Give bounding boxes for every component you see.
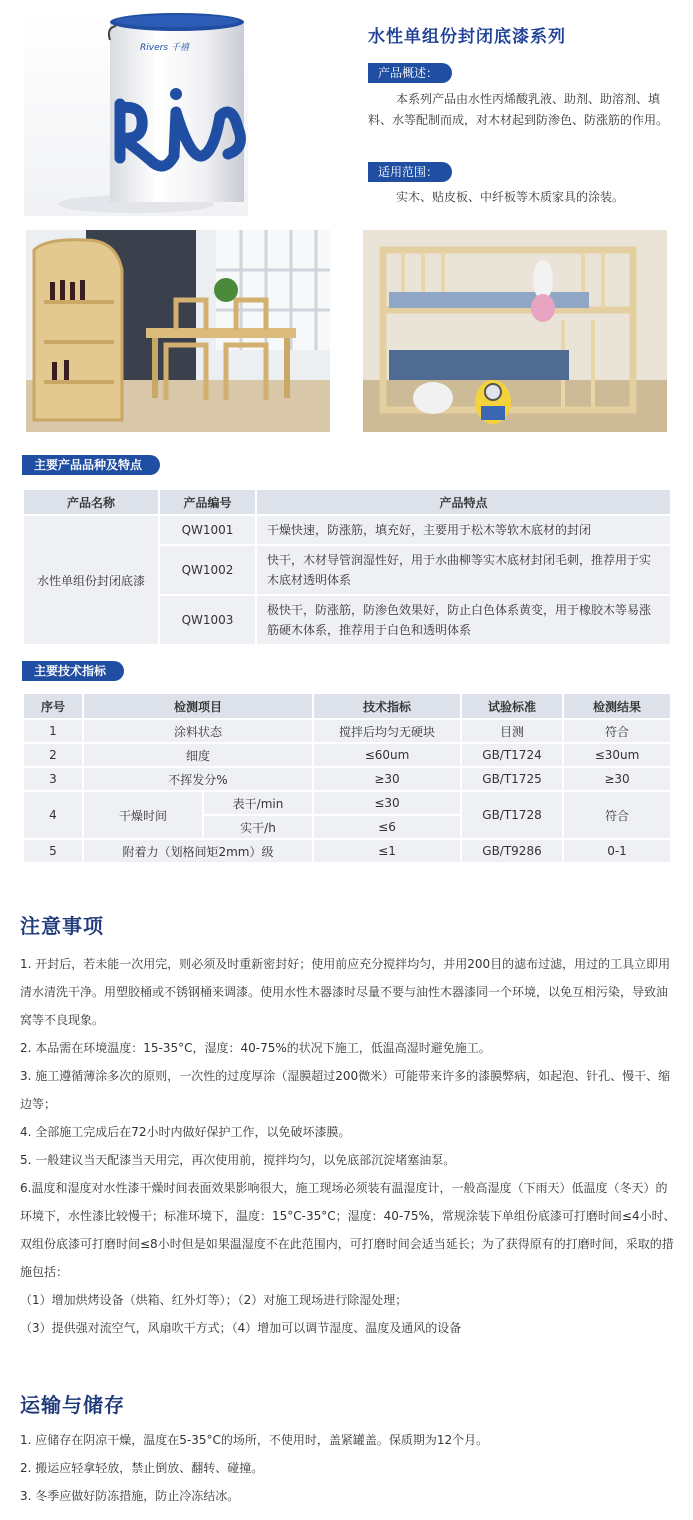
specs-section-label: 主要技术指标 <box>22 661 124 681</box>
list-item: 6.温度和湿度对水性漆干燥时间表面效果影响很大，施工现场必须装有温湿度计，一般高湿度（下雨天）低温度（冬天）的环境下，水性漆比较慢干；标准环境下，温度：15°C-35°C；湿度：40-75%，常规涂装下单组份底漆可打磨时间≤4小时、双组份底漆可打磨时间≤8小时但是如果温湿度不在此范围内，可打磨时间会适当延长；为了获得原有的打磨时间，采取的措施包括： <box>20 1181 676 1279</box>
list-item: （1）增加烘烤设备（烘箱、红外灯等）；（2）对施工现场进行除湿处理； <box>20 1293 408 1307</box>
storage-title: 运输与储存 <box>20 1393 125 1417</box>
varieties-section-label: 主要产品品种及特点 <box>22 455 160 475</box>
item-cell: 细度 <box>84 744 312 766</box>
no-cell: 2 <box>24 744 82 766</box>
list-item: （3）提供强对流空气，风扇吹干方式；（4）增加可以调节湿度、温度及通风的设备 <box>20 1321 462 1335</box>
table-row <box>24 792 670 814</box>
spec-cell: ≤30 <box>314 792 460 814</box>
overview-label: 产品概述： <box>368 63 452 83</box>
list-item: 2. 搬运应轻拿轻放，禁止倒放、翻转、碰撞。 <box>20 1461 264 1475</box>
can-brand-text: Rivers 千禧 <box>140 43 189 53</box>
table-row <box>24 840 670 862</box>
paint-can-image <box>24 8 248 216</box>
notes-title: 注意事项 <box>20 914 104 938</box>
product-intro <box>0 0 693 220</box>
storage-list <box>20 1426 677 1510</box>
item-cell: 附着力（划格间矩2mm）级 <box>84 840 312 862</box>
list-item: 4. 全部施工完成后在72小时内做好保护工作，以免破坏漆膜。 <box>20 1125 351 1139</box>
item-cell: 干燥时间 <box>84 792 202 838</box>
usage-text: 实木、贴皮板、中纤板等木质家具的涂装。 <box>396 190 625 204</box>
header-product-code: 产品编号 <box>160 490 255 514</box>
table-header-row <box>24 490 670 514</box>
product-code-cell: QW1002 <box>160 546 255 594</box>
result-cell: 0-1 <box>564 840 670 862</box>
table-row <box>24 516 670 544</box>
usage-label: 适用范围： <box>368 162 452 182</box>
item-cell: 涂料状态 <box>84 720 312 742</box>
spec-cell: ≤60um <box>314 744 460 766</box>
no-cell: 4 <box>24 792 82 838</box>
product-feature-cell: 极快干，防涨筋，防渗色效果好，防止白色体系黄变，用于橡胶木等易涨筋硬木体系，推荐用于白色和透明体系 <box>257 596 670 644</box>
header-product-feature: 产品特点 <box>257 490 670 514</box>
paint-can-icon <box>24 8 248 216</box>
product-title: 水性单组份封闭底漆系列 <box>368 27 566 47</box>
header-item: 检测项目 <box>84 694 312 718</box>
table-row <box>24 720 670 742</box>
header-result: 检测结果 <box>564 694 670 718</box>
table-row <box>24 744 670 766</box>
header-standard: 试验标准 <box>462 694 562 718</box>
product-feature-cell: 干燥快速，防涨筋，填充好，主要用于松木等软木底材的封闭 <box>257 516 670 544</box>
product-code-cell: QW1001 <box>160 516 255 544</box>
header-spec: 技术指标 <box>314 694 460 718</box>
list-item: 1. 开封后，若未能一次用完，则必须及时重新密封好；使用前应充分搅拌均匀，并用200目的滤布过滤，用过的工具立即用清水清洗干净。用塑胶桶或不锈钢桶来调漆。使用水性木器漆时尽量不要与油性木器漆同一个环境，以免互相污染，导致油窝等不良现象。 <box>20 957 671 1027</box>
no-cell: 5 <box>24 840 82 862</box>
dining-room-photo <box>26 230 330 432</box>
spec-cell: 搅拌后均匀无硬块 <box>314 720 460 742</box>
result-cell: 符合 <box>564 792 670 838</box>
standard-cell: GB/T1724 <box>462 744 562 766</box>
standard-cell: GB/T9286 <box>462 840 562 862</box>
list-item: 3. 冬季应做好防冻措施，防止冷冻结冰。 <box>20 1489 240 1503</box>
list-item: 3. 施工遵循薄涂多次的原则，一次性的过度厚涂（湿膜超过200微米）可能带来许多的漆膜弊病，如起泡、针孔、慢干、缩边等； <box>20 1069 671 1111</box>
sub-item-cell: 表干/min <box>204 792 312 814</box>
product-feature-cell: 快干，木材导管润湿性好，用于水曲柳等实木底材封闭毛刺，推荐用于实木底材透明体系 <box>257 546 670 594</box>
result-cell: 符合 <box>564 720 670 742</box>
spec-cell: ≤1 <box>314 840 460 862</box>
result-cell: ≤30um <box>564 744 670 766</box>
product-name-cell: 水性单组份封闭底漆 <box>24 516 158 644</box>
table-header-row <box>24 694 670 718</box>
header-no: 序号 <box>24 694 82 718</box>
list-item: 5. 一般建议当天配漆当天用完，再次使用前，搅拌均匀，以免底部沉淀堵塞油泵。 <box>20 1153 456 1167</box>
no-cell: 1 <box>24 720 82 742</box>
bunk-bed-photo <box>363 230 667 432</box>
table-row <box>24 768 670 790</box>
result-cell: ≥30 <box>564 768 670 790</box>
overview-text: 本系列产品由水性丙烯酸乳液、助剂、助溶剂、填料、水等配制而成，对木材起到防渗色、防涨筋的作用。 <box>368 92 669 127</box>
specs-table <box>22 692 672 864</box>
no-cell: 3 <box>24 768 82 790</box>
varieties-table <box>22 488 672 646</box>
list-item: 2. 本品需在环境温度：15-35°C，湿度：40-75%的状况下施工，低温高湿时避免施工。 <box>20 1041 491 1055</box>
standard-cell: 目测 <box>462 720 562 742</box>
header-product-name: 产品名称 <box>24 490 158 514</box>
item-cell: 不挥发分% <box>84 768 312 790</box>
notes-list <box>20 950 677 1342</box>
spec-cell: ≥30 <box>314 768 460 790</box>
standard-cell: GB/T1725 <box>462 768 562 790</box>
list-item: 1. 应储存在阴凉干燥，温度在5-35°C的场所，不使用时，盖紧罐盖。保质期为12个月。 <box>20 1433 489 1447</box>
product-code-cell: QW1003 <box>160 596 255 644</box>
spec-cell: ≤6 <box>314 816 460 838</box>
sub-item-cell: 实干/h <box>204 816 312 838</box>
standard-cell: GB/T1728 <box>462 792 562 838</box>
